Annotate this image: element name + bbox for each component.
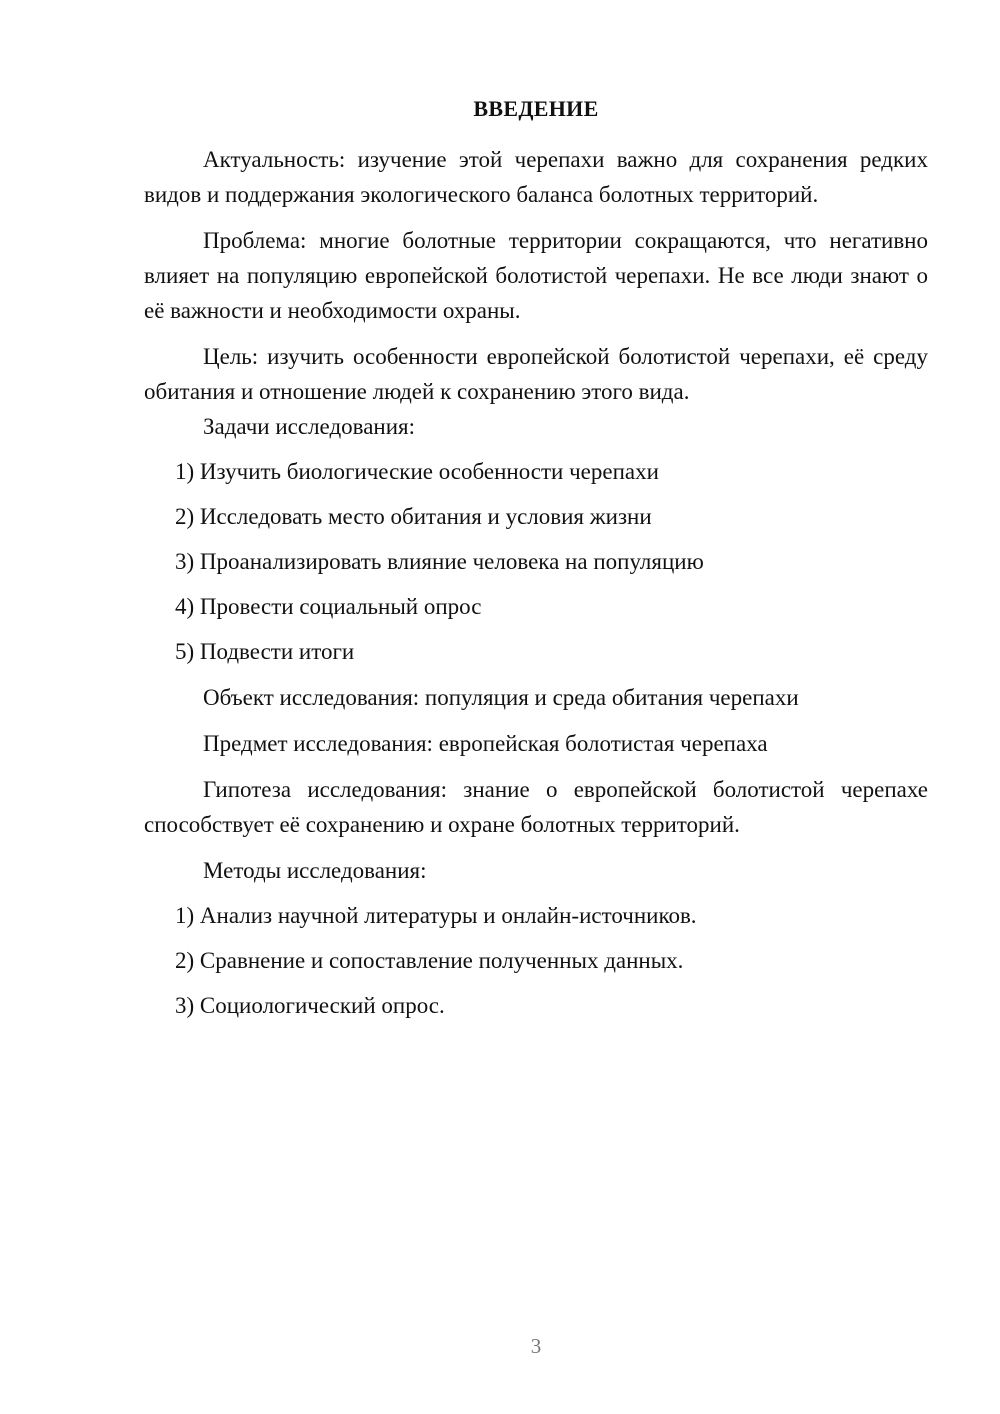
page-number: 3 [530, 1334, 542, 1358]
body-text [144, 142, 928, 1023]
method-item-3: 3) Социологический опрос. [175, 993, 445, 1018]
task-item-3: 3) Проанализировать влияние человека на популяцию [175, 549, 704, 574]
paragraph-problem: Проблема: многие болотные территории сокращаются, что негативно влияет на популяцию европейской болотистой черепахи. Не все люди знают о её важности и необходимости охраны. [144, 228, 928, 323]
section-heading: ВВЕДЕНИЕ [473, 96, 599, 121]
method-item-1: 1) Анализ научной литературы и онлайн-источников. [175, 903, 697, 928]
paragraph-goal: Цель: изучить особенности европейской болотистой черепахи, её среду обитания и отношение людей к сохранению этого вида. [144, 344, 928, 404]
paragraph-hypothesis: Гипотеза исследования: знание о европейской болотистой черепахе способствует её сохранению и охране болотных территорий. [144, 777, 928, 837]
tasks-list [144, 454, 928, 669]
tasks-title: Задачи исследования: [203, 414, 416, 439]
paragraph-subject: Предмет исследования: европейская болотистая черепаха [203, 731, 768, 756]
task-item-4: 4) Провести социальный опрос [175, 594, 482, 619]
methods-list [144, 898, 928, 1023]
method-item-2: 2) Сравнение и сопоставление полученных данных. [175, 948, 684, 973]
paragraph-object: Объект исследования: популяция и среда обитания черепахи [203, 685, 799, 710]
task-item-5: 5) Подвести итоги [175, 639, 355, 664]
methods-title: Методы исследования: [203, 858, 427, 883]
paragraph-relevance: Актуальность: изучение этой черепахи важно для сохранения редких видов и поддержания экологического баланса болотных территорий. [144, 147, 928, 207]
task-item-1: 1) Изучить биологические особенности черепахи [175, 459, 659, 484]
task-item-2: 2) Исследовать место обитания и условия жизни [175, 504, 652, 529]
